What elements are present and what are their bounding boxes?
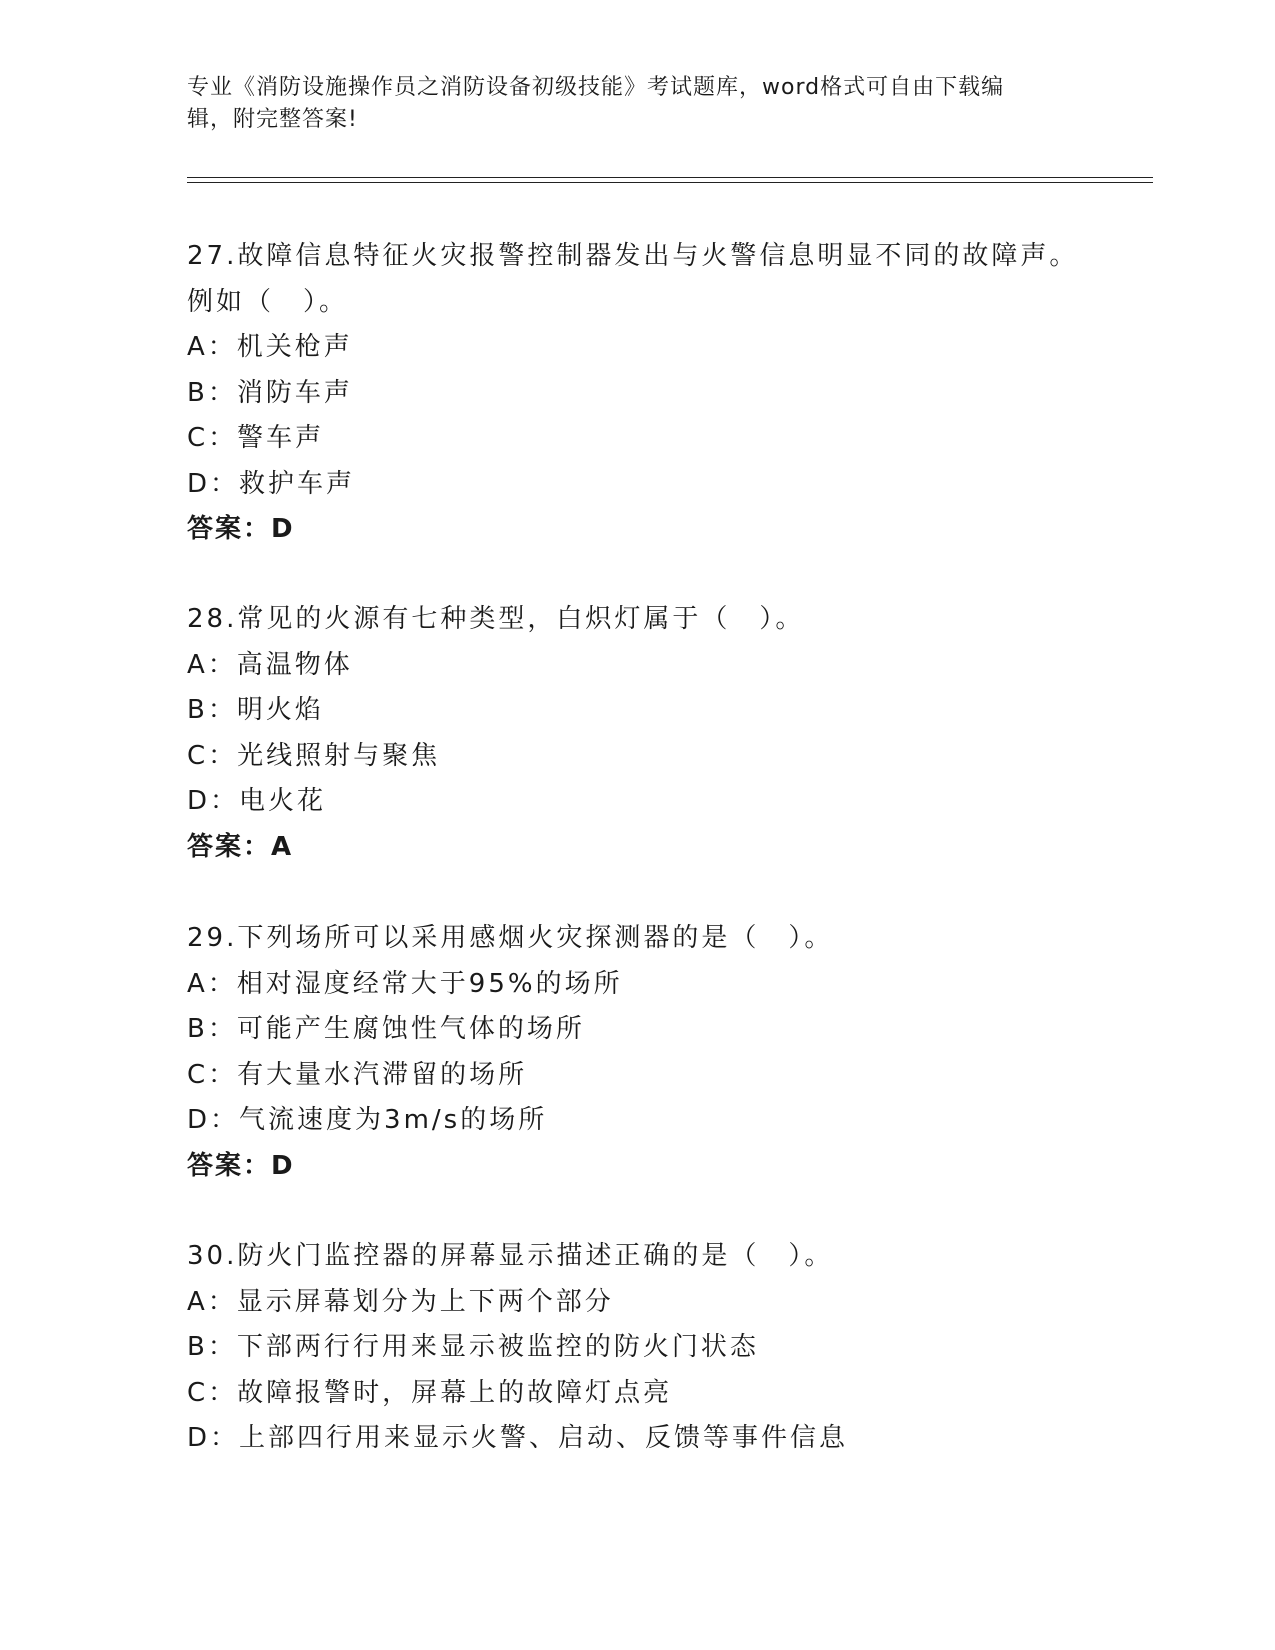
header-divider-top xyxy=(187,177,1153,178)
option-a: A：相对湿度经常大于95%的场所 xyxy=(187,968,623,999)
document-header xyxy=(187,72,1067,136)
option-d: D：气流速度为3m/s的场所 xyxy=(187,1105,548,1135)
option-c: C：光线照射与聚焦 xyxy=(187,740,441,771)
header-line-1: 专业《消防设施操作员之消防设备初级技能》考试题库，word格式可自由下载编 xyxy=(187,75,1005,100)
option-b: B：下部两行行用来显示被监控的防火门状态 xyxy=(187,1332,759,1362)
question-stem-continued: 例如（ ）。 xyxy=(187,286,349,317)
option-a: A：显示屏幕划分为上下两个部分 xyxy=(187,1286,614,1317)
option-c: C：故障报警时，屏幕上的故障灯点亮 xyxy=(187,1377,673,1408)
option-d: D：上部四行用来显示火警、启动、反馈等事件信息 xyxy=(187,1423,849,1453)
question-27 xyxy=(187,234,1087,553)
option-c: C：有大量水汽滞留的场所 xyxy=(187,1059,528,1090)
question-stem: 29.下列场所可以采用感烟火灾探测器的是（ ）。 xyxy=(187,923,834,953)
option-b: B：可能产生腐蚀性气体的场所 xyxy=(187,1014,585,1044)
question-30 xyxy=(187,1234,1087,1462)
question-29 xyxy=(187,916,1087,1189)
question-stem: 28.常见的火源有七种类型，白炽灯属于（ ）。 xyxy=(187,604,805,634)
option-a: A：机关枪声 xyxy=(187,332,353,362)
question-stem: 27.故障信息特征火灾报警控制器发出与火警信息明显不同的故障声。 xyxy=(187,241,1079,271)
option-a: A：高温物体 xyxy=(187,649,353,680)
option-b: B：明火焰 xyxy=(187,695,324,725)
option-b: B：消防车声 xyxy=(187,377,353,408)
option-c: C：警车声 xyxy=(187,423,325,453)
option-d: D：救护车声 xyxy=(187,468,356,499)
answer-label: 答案：D xyxy=(187,514,295,544)
question-28 xyxy=(187,597,1087,870)
answer-label: 答案：A xyxy=(187,831,294,862)
option-d: D：电火花 xyxy=(187,786,327,816)
answer-label: 答案：D xyxy=(187,1150,295,1181)
header-line-2: 辑，附完整答案! xyxy=(187,107,358,132)
question-stem: 30.防火门监控器的屏幕显示描述正确的是（ ）。 xyxy=(187,1241,834,1271)
header-divider-bottom xyxy=(187,182,1153,183)
